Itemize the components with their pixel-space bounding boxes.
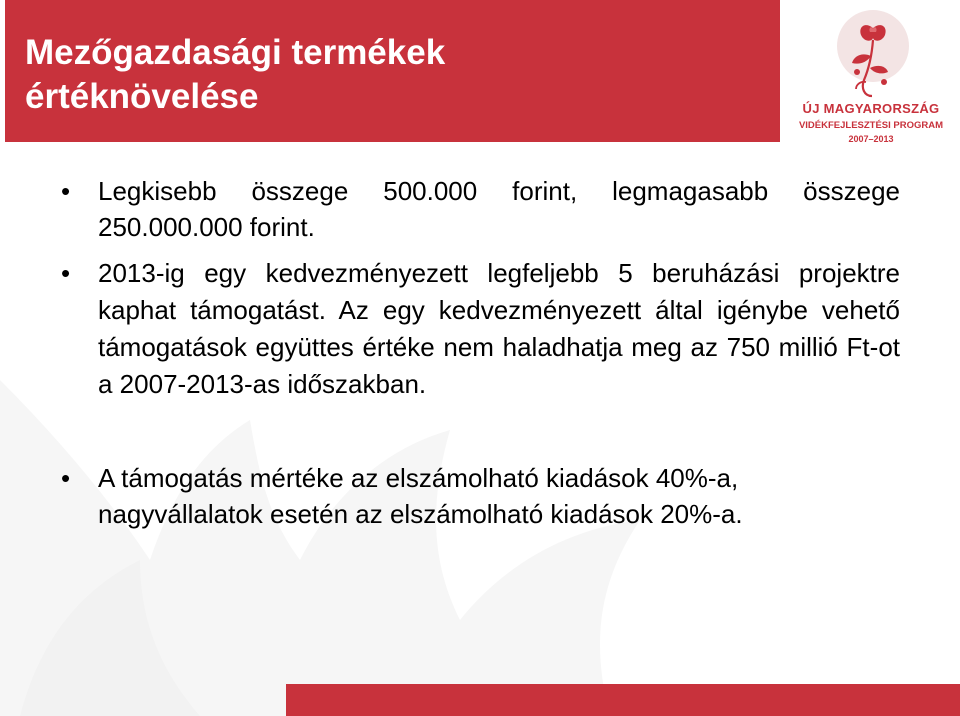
bullet-icon: •: [61, 258, 71, 288]
slide-body: [60, 173, 900, 532]
flower-emblem-icon: [826, 8, 916, 100]
uj-magyarorszag-logo: [786, 8, 956, 148]
slide-title-line-1: Mezőgazdasági termékek: [25, 33, 446, 72]
footer-accent-bar: [286, 684, 960, 716]
bullet-item-project-limit: [60, 255, 900, 403]
slide-title: [25, 31, 725, 119]
bullet-icon: •: [61, 176, 71, 206]
bullet-item-support-rate: [60, 460, 900, 532]
bullet-list: [60, 173, 900, 532]
logo-program-text: VIDÉKFEJLESZTÉSI PROGRAM: [798, 120, 944, 131]
bullet-text: A támogatás mértéke az elszámolható kiadások 40%-a, nagyvállalatok esetén az elszámolható kiadások 20%-a.: [98, 463, 743, 529]
bullet-icon: •: [61, 463, 71, 493]
bullet-item-amount-range: [60, 173, 900, 245]
slide-title-line-2: értéknövelése: [25, 77, 259, 116]
title-bar: [5, 0, 780, 142]
bullet-text: 2013-ig egy kedvezményezett legfeljebb 5 beruházási projektre kaphat támogatást. Az egy kedvezményezett által igénybe vehető támogatások együttes értéke nem haladhatja meg az 750 millió Ft-ot a 2007-2013-as időszakban.: [98, 258, 900, 399]
logo-years-text: 2007–2013: [848, 134, 894, 144]
logo-brand-text: ÚJ MAGYARORSZÁG: [802, 101, 940, 116]
bullet-text: Legkisebb összege 500.000 forint, legmagasabb összege 250.000.000 forint.: [98, 176, 900, 242]
